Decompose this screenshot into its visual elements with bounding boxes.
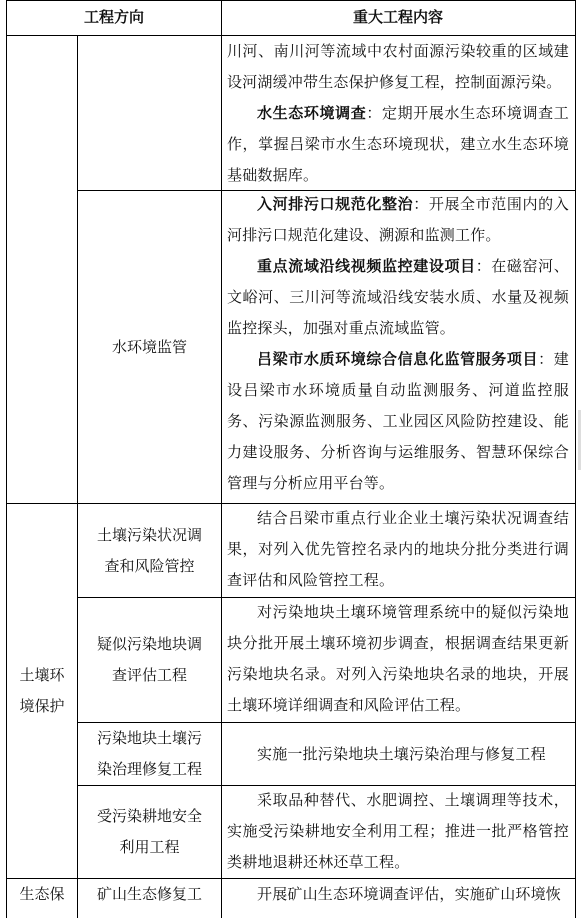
water-monitoring-content — [221, 189, 575, 503]
mine-restoration-content — [221, 879, 575, 909]
subcategory-mine-restoration: 矿山生态修复工 — [96, 885, 202, 903]
content-paragraph: 实施一批污染地块土壤污染治理与修复工程 — [257, 744, 546, 763]
soil-survey-content — [221, 503, 575, 597]
direction-eco-protection: 生态保 — [19, 885, 65, 903]
subcategory-label: 水环境监管 — [111, 337, 187, 356]
subcategory-water-monitoring — [78, 191, 221, 503]
subcategory-label: 查和风险管控 — [104, 556, 195, 575]
content-paragraph — [227, 344, 569, 499]
direction-label: 土壤环 — [19, 666, 65, 684]
content-paragraph: 结合吕梁市重点行业企业土壤污染状况调查结果，对列入优先管控名录内的地块分批分类进行调查评估和风险管控工程。 — [227, 509, 569, 589]
project-title: 重点流域沿线视频监控建设项目 — [257, 257, 476, 275]
content-paragraph — [227, 98, 569, 191]
subcategory-soil-remediation — [78, 723, 221, 785]
content-paragraph — [227, 189, 569, 251]
subcategory-suspected-site — [78, 598, 221, 722]
soil-remediation-content — [221, 723, 575, 785]
header-direction: 工程方向 — [83, 8, 144, 26]
content-paragraph: 对污染地块土壤环境管理系统中的疑似污染地块分批开展土壤环境初步调查，根据调查结果更新污染地块名录。对列入污染地块名录的地块，开展土壤环境详细调查和风险评估工程。 — [227, 603, 569, 714]
project-title: 水生态环境调查 — [257, 104, 367, 122]
water-governance-content — [221, 36, 575, 190]
project-text: ：定期开展水生态环境调查工作，掌握吕梁市水生态环境现状，建立水生态环境基础数据库。 — [227, 104, 569, 184]
project-text: ：开展全市范围内的入河排污口规范化建设、溯源和监测工作。 — [227, 195, 569, 244]
content-paragraph: 开展矿山生态环境调查评估，实施矿山环境恢 — [257, 885, 562, 903]
farmland-safety-content — [221, 785, 575, 878]
project-text: ：在磁窑河、文峪河、三川河等流域沿线安装水质、水量及视频监控探头，加强对重点流域监管。 — [227, 257, 569, 337]
subcategory-label: 土壤污染状况调 — [96, 525, 202, 544]
project-title: 吕梁市水质环境综合信息化监管服务项目 — [257, 350, 539, 368]
content-paragraph: 采取品种替代、水肥调控、土壤调理等技术，实施受污染耕地安全利用工程；推进一批严格管控类耕地退耕还林还草工程。 — [227, 791, 569, 871]
engineering-table — [6, 0, 576, 918]
header-content: 重大工程内容 — [352, 8, 443, 26]
direction-soil-protection — [7, 504, 77, 878]
table-top-border — [7, 0, 575, 1]
subcategory-label: 染治理修复工程 — [96, 760, 202, 778]
subcategory-label: 利用工程 — [119, 838, 180, 856]
subcategory-label: 受污染耕地安全 — [96, 807, 202, 825]
subcategory-label: 查评估工程 — [111, 666, 187, 684]
content-paragraph — [227, 251, 569, 344]
content-paragraph: 川河、南川河等流域中农村面源污染较重的区域建设河湖缓冲带生态保护修复工程，控制面源污染。 — [227, 42, 569, 91]
project-text: ：建设吕梁市水环境质量自动监测服务、河道监控服务、污染源监测服务、工业园区风险防控建设、能力建设服务、分析咨询与运维服务、智慧环保综合管理与分析应用平台等。 — [227, 350, 569, 492]
direction-label: 境保护 — [19, 697, 65, 715]
suspected-site-content — [221, 597, 575, 722]
subcategory-soil-survey — [78, 504, 221, 597]
project-title: 入河排污口规范化整治 — [257, 195, 414, 213]
subcategory-farmland-safety — [78, 786, 221, 878]
subcategory-label: 污染地块土壤污 — [96, 729, 202, 747]
subcategory-label: 疑似污染地块调 — [96, 635, 202, 653]
